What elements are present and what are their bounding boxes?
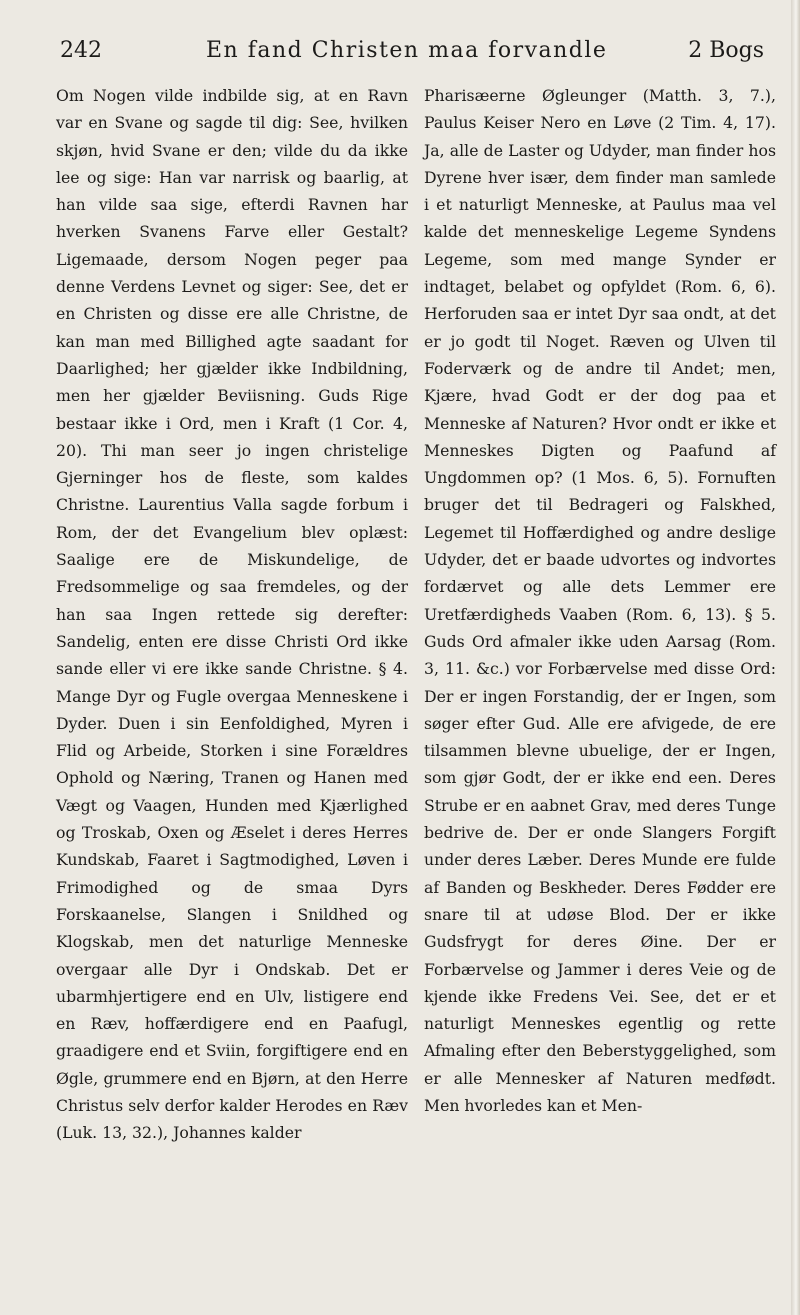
text-columns: [56, 82, 776, 1147]
signature-mark: 2 Bogs: [688, 38, 764, 63]
page-number: 242: [60, 38, 102, 63]
right-column: [424, 82, 776, 1147]
running-title: En fand Christen maa forvandle: [206, 38, 608, 63]
right-column-text: Pharisæerne Øgleunger (Matth. 3, 7.), Paulus Keiser Nero en Løve (2 Tim. 4, 17). Ja, alle de Laster og Udyder, man finder hos Dyrene hver især, dem finder man samlede i et naturligt Menneske, at Paulus maa vel kalde det menneskelige Legeme Syndens Legeme, som med mange Synder er indtaget, belabet og opfyldet (Rom. 6, 6). Herforuden saa er intet Dyr saa ondt, at det er jo godt til Noget. Ræven og Ulven til Foderværk og de andre til Andet; men, Kjære, hvad Godt er der dog paa et Menneske af Naturen? Hvor ondt er ikke et Menneskes Digten og Paafund af Ungdommen op? (1 Mos. 6, 5). Fornuften bruger det til Bedrageri og Falskhed, Legemet til Hoffærdighed og andre deslige Udyder, det er baade udvortes og indvortes fordærvet og alle dets Lemmer ere Uretfærdigheds Vaaben (Rom. 6, 13). § 5. Guds Ord afmaler ikke uden Aarsag (Rom. 3, 11. &c.) vor Forbærvelse med disse Ord: Der er ingen Forstandig, der er Ingen, som søger efter Gud. Alle ere afvigede, de ere tilsammen blevne ubuelige, der er Ingen, som gjør Godt, der er ikke end een. Deres Strube er en aabnet Grav, med deres Tunge bedrive de. Der er onde Slangers Forgift under deres Læber. Deres Munde ere fulde af Banden og Beskheder. Deres Fødder ere snare til at udøse Blod. Der er ikke Gudsfrygt for deres Øine. Der er Forbærvelse og Jammer i deres Veie og de kjende ikke Fredens Vei. See, det er et naturligt Menneskes egentlig og rette Afmaling efter den Beberstyggelighed, som er alle Mennesker af Naturen medfødt. Men hvorledes kan et Men-: [424, 86, 776, 1115]
running-head: [56, 34, 776, 68]
left-column: [56, 82, 408, 1147]
left-column-text: Om Nogen vilde indbilde sig, at en Ravn var en Svane og sagde til dig: See, hvilken skjøn, hvid Svane er den; vilde du da ikke lee og sige: Han var narrisk og baarlig, at han vilde saa sige, efterdi Ravnen har hverken Svanens Farve eller Gestalt? Ligemaade, dersom Nogen peger paa denne Verdens Levnet og siger: See, det er en Christen og disse ere alle Christne, de kan man med Billighed agte saadant for Daarlighed; her gjælder ikke Indbildning, men her gjælder Beviisning. Guds Rige bestaar ikke i Ord, men i Kraft (1 Cor. 4, 20). Thi man seer jo ingen christelige Gjerninger hos de fleste, som kaldes Christne. Laurentius Valla sagde forbum i Rom, der det Evangelium blev oplæst: Saalige ere de Miskundelige, de Fredsommelige og saa fremdeles, og der han saa Ingen rettede sig derefter: Sandelig, enten ere disse Christi Ord ikke sande eller vi ere ikke sande Christne. § 4. Mange Dyr og Fugle overgaa Menneskene i Dyder. Duen i sin Eenfoldighed, Myren i Flid og Arbeide, Storken i sine Forældres Ophold og Næring, Tranen og Hanen med Vægt og Vaagen, Hunden med Kjærlighed og Troskab, Oxen og Æselet i deres Herres Kundskab, Faaret i Sagtmodighed, Løven i Frimodighed og de smaa Dyrs Forskaanelse, Slangen i Snildhed og Klogskab, men det naturlige Menneske overgaar alle Dyr i Ondskab. Det er ubarmhjertigere end en Ulv, listigere end en Ræv, hoffærdigere end en Paafugl, graadigere end et Sviin, forgiftigere end en Øgle, grummere end en Bjørn, at den Herre Christus selv derfor kalder Herodes en Ræv (Luk. 13, 32.), Johannes kalder: [56, 86, 408, 1143]
page-edge: [791, 0, 800, 1315]
